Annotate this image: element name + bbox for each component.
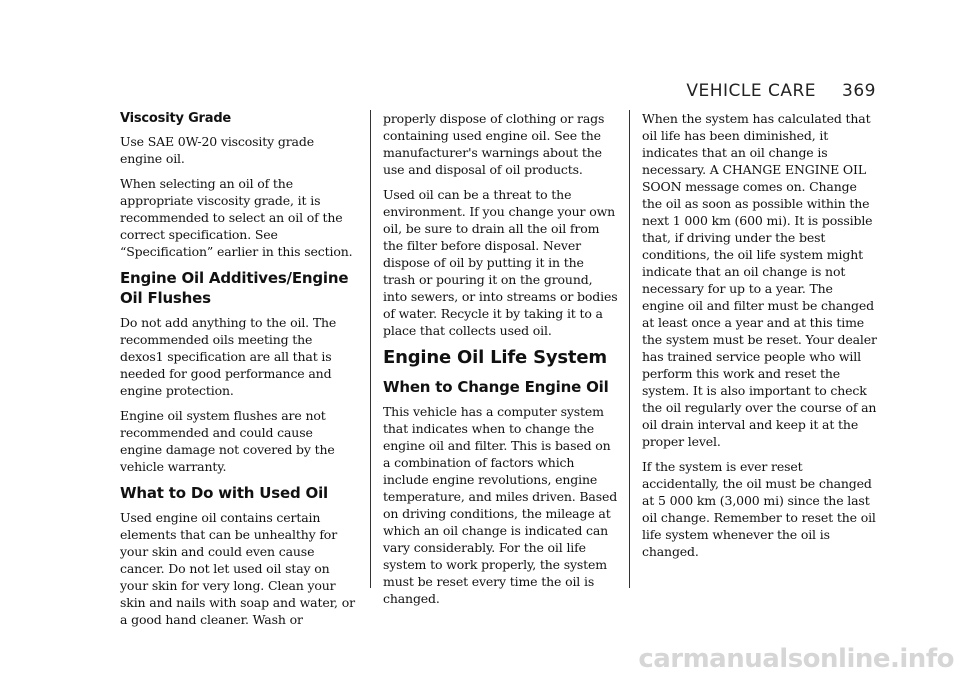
paragraph: If the system is ever reset accidentally, the oil must be changed at 5 000 km (3,000 mi) since the last oil change. Remember to reset the oil life system whenever the oil is changed. [642, 459, 876, 559]
paragraph: Engine oil system flushes are not recommended and could cause engine damage not covered by the vehicle warranty. [120, 408, 335, 474]
column-3 [642, 110, 878, 568]
paragraph: Used oil can be a threat to the environment. If you change your own oil, be sure to drain all the oil from the filter before disposal. Never dispose of oil by putting it in the trash or pouring it on the ground, into sewers, or into streams or bodies of water. Recycle it by taking it to a place that collects used oil. [383, 187, 618, 338]
page-header [686, 81, 876, 101]
column-1 [120, 110, 358, 636]
paragraph: When selecting an oil of the appropriate viscosity grade, it is recommended to select an oil of the correct specification. See “Specification” earlier in this section. [120, 176, 353, 259]
paragraph: This vehicle has a computer system that indicates when to change the engine oil and filter. This is based on a combination of factors which include engine revolutions, engine temperature, and miles driven. Based on driving conditions, the mileage at which an oil change is indicated can vary considerably. For the oil life system to work properly, the system must be reset every time the oil is changed. [383, 404, 618, 606]
section-title: VEHICLE CARE [686, 81, 817, 101]
paragraph: Do not add anything to the oil. The recommended oils meeting the dexos1 specification are all that is needed for good performance and engine protection. [120, 315, 337, 398]
heading-when-to-change: When to Change Engine Oil [383, 378, 609, 396]
heading-oil-additives: Engine Oil Additives/Engine Oil Flushes [120, 269, 349, 307]
column-divider [629, 110, 630, 588]
column-divider [370, 110, 371, 588]
paragraph: properly dispose of clothing or rags containing used engine oil. See the manufacturer's warnings about the use and disposal of oil products. [383, 111, 605, 177]
page-number: 369 [842, 81, 876, 101]
heading-used-oil: What to Do with Used Oil [120, 484, 328, 502]
paragraph: When the system has calculated that oil life has been diminished, it indicates that an oil change is necessary. A CHANGE ENGINE OIL SOON message comes on. Change the oil as soon as possible within the next 1 000 km (600 mi). It is possible that, if driving under the best conditions, the oil life system might indicate that an oil change is not necessary for up to a year. The engine oil and filter must be changed at least once a year and at this time the system must be reset. Your dealer has trained service people who will perform this work and reset the system. It is also important to check the oil regularly over the course of an oil drain interval and keep it at the proper level. [642, 111, 877, 449]
paragraph: Used engine oil contains certain elements that can be unhealthy for your skin and could even cause cancer. Do not let used oil stay on your skin for very long. Clean your skin and nails with soap and water, or a good hand cleaner. Wash or [120, 510, 355, 627]
watermark: carmanualsonline.info [638, 644, 954, 674]
paragraph: Use SAE 0W-20 viscosity grade engine oil. [120, 134, 314, 166]
heading-oil-life-system: Engine Oil Life System [383, 347, 607, 368]
column-2 [383, 110, 619, 615]
heading-viscosity-grade: Viscosity Grade [120, 111, 232, 126]
